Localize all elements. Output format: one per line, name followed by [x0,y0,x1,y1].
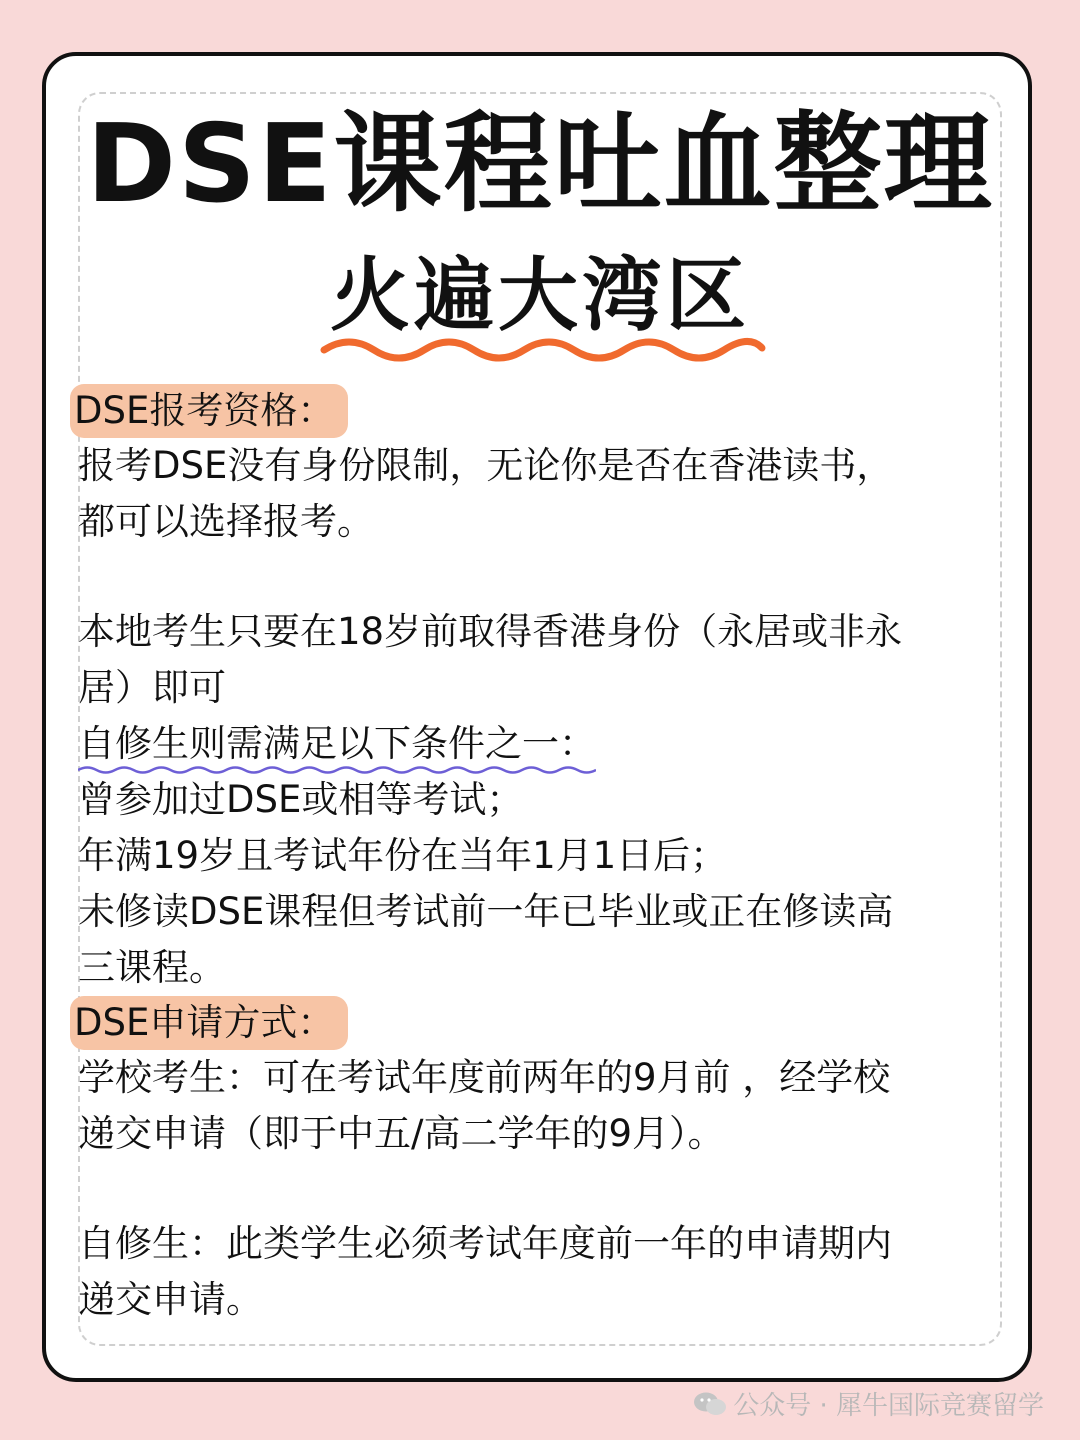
squiggle-underline-icon [318,330,768,370]
spacer [78,550,998,604]
section-label-eligibility: DSE报考资格： [70,384,348,438]
private-candidate-heading-text: 自修生则需满足以下条件之一： [78,722,596,765]
spacer [78,1162,998,1216]
page-subtitle: 火遍大湾区 [330,249,750,342]
school-candidate-paragraph: 学校考生：可在考试年度前两年的9月前 ，经学校 递交申请（即于中五/高二学年的9月）。 [78,1056,891,1155]
local-candidate-paragraph: 本地考生只要在18岁前取得香港身份（永居或非永 居）即可 [78,610,903,709]
private-candidate-paragraph: 自修生：此类学生必须考试年度前一年的申请期内 递交申请。 [78,1222,892,1321]
eligibility-paragraph: 报考DSE没有身份限制，无论你是否在香港读书， 都可以选择报考。 [78,444,894,543]
watermark [693,1385,1044,1422]
main-content [74,384,998,1328]
section-label-application: DSE申请方式： [70,996,348,1050]
wavy-underline-icon [78,764,596,776]
wechat-icon [693,1391,727,1417]
private-candidate-heading [78,716,596,772]
conditions-list: 曾参加过DSE或相等考试； 年满19岁且考试年份在当年1月1日后； 未修读DSE课程但考试前一年已毕业或正在修读高 三课程。 [78,778,894,989]
page-title: DSE课程吐血整理 [86,102,994,227]
watermark-text: 公众号 · 犀牛国际竞赛留学 [733,1391,1044,1421]
